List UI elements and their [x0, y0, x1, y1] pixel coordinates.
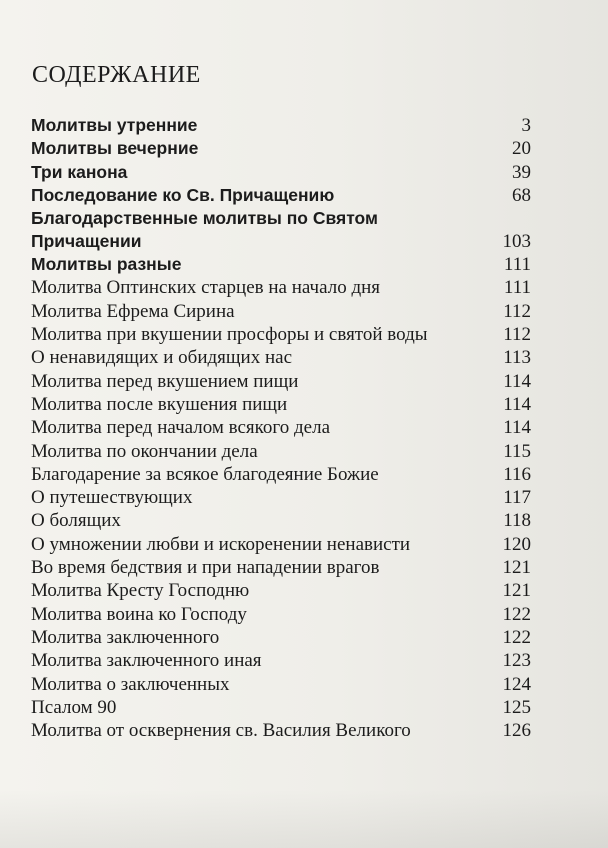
- toc-heading: СОДЕРЖАНИЕ: [32, 62, 201, 88]
- toc-list: [31, 114, 531, 742]
- toc-entry: [31, 626, 531, 649]
- toc-entry-page: 121: [502, 557, 531, 579]
- toc-entry: [31, 346, 531, 369]
- toc-entry-page: 112: [503, 324, 531, 346]
- toc-entry-title: Молитва перед вкушением пищи: [31, 370, 299, 392]
- toc-entry: [31, 440, 531, 463]
- toc-entry: [31, 114, 531, 137]
- toc-entry-title: Благодарственные молитвы по Святом Причащении: [31, 208, 378, 252]
- toc-entry-page: 114: [503, 417, 531, 439]
- toc-entry: [31, 184, 531, 207]
- toc-entry-title: Молитва от осквернения св. Василия Великого: [31, 720, 411, 742]
- toc-entry-title: Молитвы вечерние: [31, 138, 199, 159]
- toc-entry-title: Молитвы разные: [31, 254, 182, 275]
- page-shadow: [0, 790, 608, 848]
- toc-entry-title: Молитва Кресту Господню: [31, 580, 250, 602]
- toc-entry-title: Во время бедствия и при нападении врагов: [31, 557, 380, 579]
- toc-entry-title: О путешествующих: [31, 487, 193, 509]
- toc-entry-title: О умножении любви и искоренении ненависти: [31, 533, 411, 555]
- toc-entry-page: 123: [502, 650, 531, 672]
- toc-entry-title: Молитва Ефрема Сирина: [31, 300, 235, 322]
- toc-entry: [31, 161, 531, 184]
- toc-entry: [31, 253, 531, 276]
- toc-entry-page: 39: [512, 161, 531, 183]
- toc-entry: [31, 300, 531, 323]
- toc-entry: [31, 509, 531, 532]
- toc-entry-title: Три канона: [31, 161, 128, 182]
- toc-entry-page: 116: [503, 463, 531, 485]
- toc-entry: [31, 416, 531, 439]
- toc-entry-page: 125: [502, 696, 531, 718]
- toc-entry-title: Молитва Оптинских старцев на начало дня: [31, 277, 381, 299]
- toc-entry-title: Молитва заключенного: [31, 626, 220, 648]
- toc-entry-title: Псалом 90: [31, 696, 117, 718]
- toc-entry-page: 103: [502, 231, 531, 253]
- toc-entry: [31, 556, 531, 579]
- toc-entry-title: Молитва воина ко Господу: [31, 603, 247, 625]
- toc-entry: [31, 463, 531, 486]
- toc-entry-page: 68: [512, 184, 531, 206]
- toc-entry: [31, 137, 531, 160]
- toc-entry: [31, 393, 531, 416]
- toc-entry-page: 112: [503, 300, 531, 322]
- toc-entry-page: 115: [503, 440, 531, 462]
- toc-entry: [31, 719, 531, 742]
- toc-entry: [31, 579, 531, 602]
- toc-entry-title: О болящих: [31, 510, 121, 532]
- toc-entry-page: 111: [503, 277, 531, 299]
- toc-entry-page: 3: [521, 115, 531, 136]
- toc-entry-page: 118: [503, 510, 531, 532]
- toc-entry: [31, 207, 531, 253]
- toc-entry-title: Молитва по окончании дела: [31, 440, 258, 462]
- toc-entry-page: 20: [512, 138, 531, 160]
- toc-entry-page: 121: [502, 580, 531, 602]
- toc-entry-title: Благодарение за всякое благодеяние Божие: [31, 463, 379, 485]
- toc-entry-title: Молитва заключенного иная: [31, 650, 262, 672]
- toc-entry-page: 117: [503, 487, 531, 509]
- toc-entry-title: Молитва перед началом всякого дела: [31, 417, 330, 439]
- toc-entry-page: 114: [503, 370, 531, 392]
- toc-entry-page: 111: [503, 254, 531, 276]
- toc-entry-title: Последование ко Св. Причащению: [31, 184, 335, 205]
- toc-entry-title: Молитва после вкушения пищи: [31, 393, 288, 415]
- toc-entry-title: Молитва о заключенных: [31, 673, 230, 695]
- toc-entry-title: Молитва при вкушении просфоры и святой воды: [31, 324, 428, 346]
- toc-entry-page: 124: [502, 673, 531, 695]
- toc-entry-title: О ненавидящих и обидящих нас: [31, 347, 293, 369]
- toc-entry-page: 114: [503, 393, 531, 415]
- toc-entry: [31, 323, 531, 346]
- toc-entry: [31, 370, 531, 393]
- toc-entry: [31, 486, 531, 509]
- toc-entry: [31, 276, 531, 299]
- toc-entry: [31, 603, 531, 626]
- toc-entry-page: 122: [502, 626, 531, 648]
- toc-entry-page: 113: [503, 347, 531, 369]
- toc-entry: [31, 696, 531, 719]
- toc-entry: [31, 673, 531, 696]
- toc-entry-page: 120: [502, 533, 531, 555]
- toc-entry: [31, 533, 531, 556]
- toc-entry: [31, 649, 531, 672]
- toc-entry-page: 122: [502, 603, 531, 625]
- toc-entry-page: 126: [502, 720, 531, 742]
- toc-entry-title: Молитвы утренние: [31, 115, 198, 135]
